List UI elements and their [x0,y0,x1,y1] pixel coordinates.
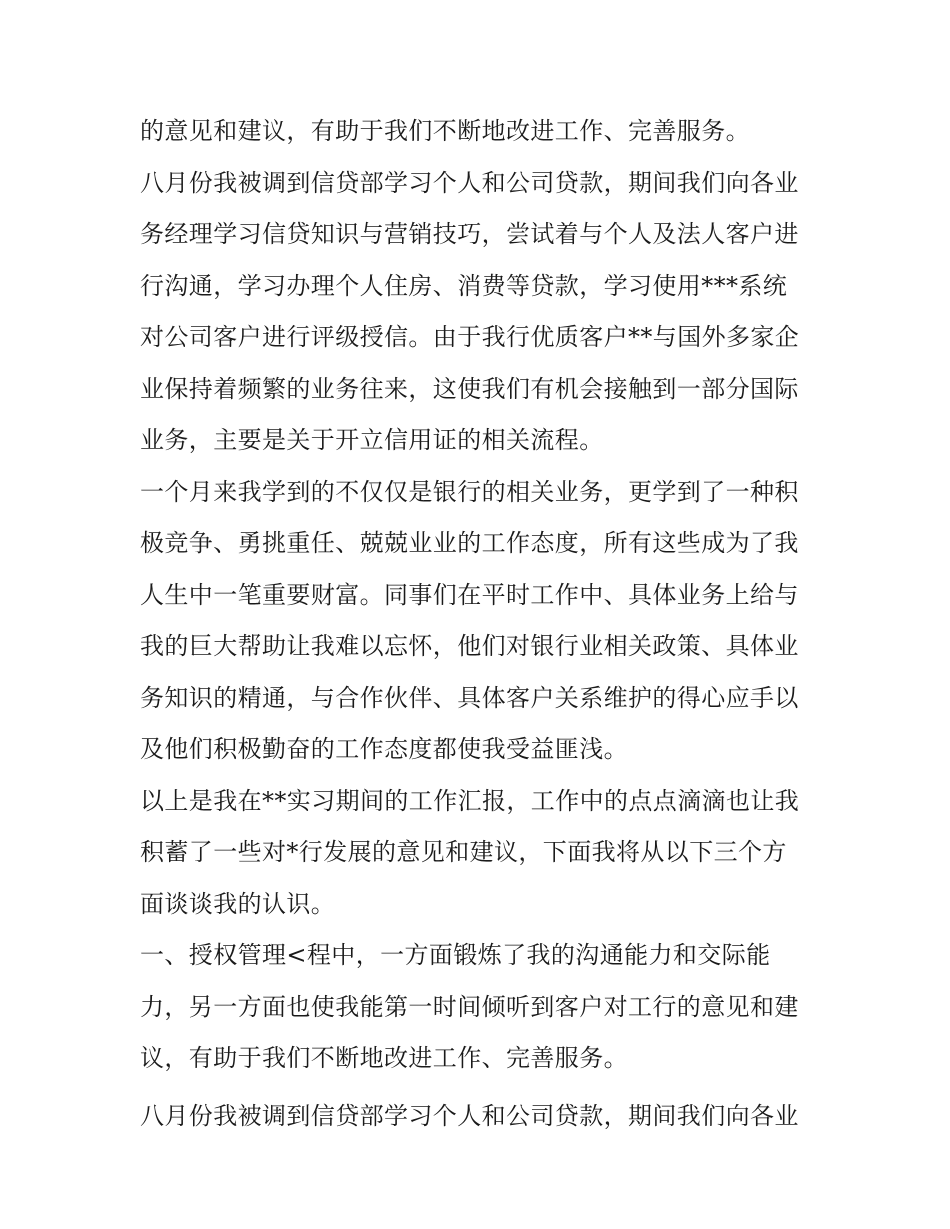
text-line: 业保持着频繁的业务往来，这使我们有机会接触到一部分国际 [140,374,799,403]
text-line: 八月份我被调到信贷部学习个人和公司贷款，期间我们向各业 [140,1101,799,1130]
text-line: 议，有助于我们不断地改进工作、完善服务。 [140,1044,628,1072]
text-line: 我的巨大帮助让我难以忘怀，他们对银行业相关政策、具体业 [140,632,799,660]
text-line: 人生中一笔重要财富。同事们在平时工作中、具体业务上给与 [140,580,799,609]
text-line: 八月份我被调到信贷部学习个人和公司贷款，期间我们向各业 [140,168,799,197]
text-line: 以上是我在**实习期间的工作汇报，工作中的点点滴滴也让我 [140,786,800,815]
text-line: 力，另一方面也使我能第一时间倾听到客户对工行的意见和建 [140,992,799,1021]
text-line: 面谈谈我的认识。 [140,889,336,918]
text-line: 行沟通，学习办理个人住房、消费等贷款，学习使用***系统 [140,271,788,300]
text-line: 业务，主要是关于开立信用证的相关流程。 [140,426,604,454]
text-line: 及他们积极勤奋的工作态度都使我受益匪浅。 [140,735,628,763]
text-line: 一、授权管理<程中，一方面锻炼了我的沟通能力和交际能 [140,941,771,969]
text-line: 一个月来我学到的不仅仅是银行的相关业务，更学到了一种积 [140,477,799,506]
text-line: 极竞争、勇挑重任、兢兢业业的工作态度，所有这些成为了我 [140,529,799,557]
text-line: 对公司客户进行评级授信。由于我行优质客户**与国外多家企 [140,323,800,351]
body-text [140,106,820,1142]
text-line: 务经理学习信贷知识与营销技巧，尝试着与个人及法人客户进 [140,220,799,248]
text-line: 务知识的精通，与合作伙伴、具体客户关系维护的得心应手以 [140,683,799,712]
text-line: 的意见和建议，有助于我们不断地改进工作、完善服务。 [140,117,750,145]
text-line: 积蓄了一些对*行发展的意见和建议，下面我将从以下三个方 [140,838,787,866]
